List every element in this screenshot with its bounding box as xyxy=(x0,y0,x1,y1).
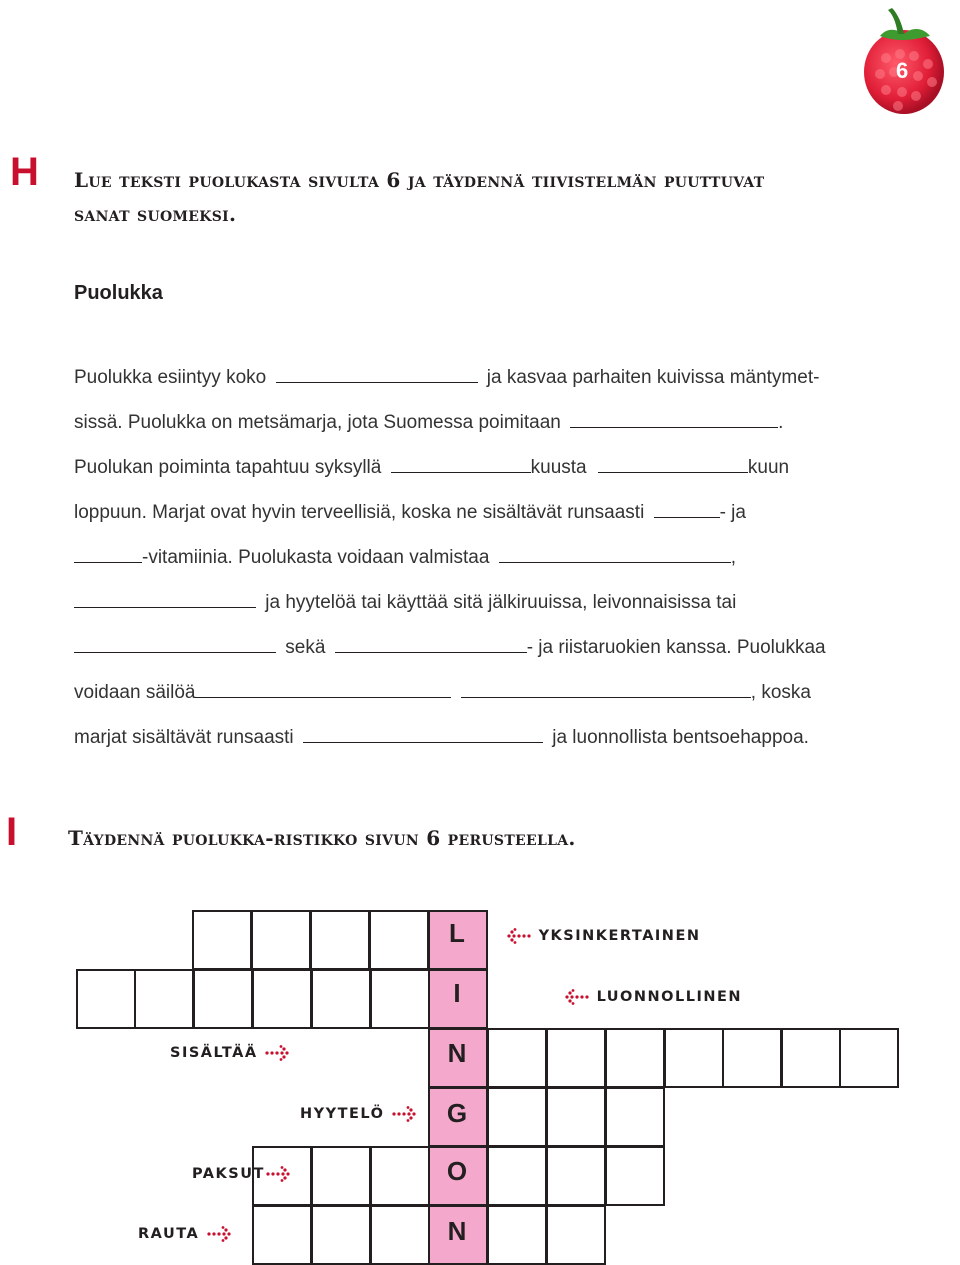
solution-letter: N xyxy=(447,1216,467,1246)
section-letter-i: I xyxy=(6,810,18,854)
crossword-cell[interactable] xyxy=(252,1205,312,1265)
crossword-cell[interactable] xyxy=(605,1087,665,1147)
instruction-i: Täydennä puolukka-ristikko sivun 6 perusteella. xyxy=(68,826,576,850)
crossword-cell[interactable] xyxy=(605,1146,665,1206)
text-line-2: sissä. Puolukka on metsämarja, jota Suomessa poimitaan . xyxy=(74,407,783,434)
crossword-cell[interactable] xyxy=(722,1028,782,1088)
blank-field[interactable] xyxy=(654,497,720,518)
blank-field[interactable] xyxy=(195,677,451,698)
arrow-left-icon xyxy=(562,989,590,1005)
blank-field[interactable] xyxy=(461,677,751,698)
solution-letter: G xyxy=(446,1098,468,1128)
instruction-h-line2: sanat suomeksi. xyxy=(74,202,237,226)
text-title: Puolukka xyxy=(74,282,163,304)
blank-field[interactable] xyxy=(391,452,531,473)
blank-field[interactable] xyxy=(276,362,478,383)
crossword-cell[interactable] xyxy=(311,1146,371,1206)
crossword-cell[interactable] xyxy=(311,1205,371,1265)
crossword-cell[interactable] xyxy=(487,1087,547,1147)
blank-field[interactable] xyxy=(303,722,543,743)
solution-letter: N xyxy=(447,1038,467,1068)
clue-luonnollinen: LUONNOLLINEN xyxy=(562,989,742,1005)
arrow-right-icon xyxy=(265,1166,293,1182)
arrow-right-icon xyxy=(264,1045,292,1061)
text-line-9: marjat sisältävät runsaasti ja luonnollista bentsoehappoa. xyxy=(74,722,809,749)
crossword-cell[interactable] xyxy=(193,969,253,1029)
clue-sisaltaa: SISÄLTÄÄ xyxy=(170,1045,292,1061)
text-line-6: ja hyytelöä tai käyttää sitä jälkiruuissa, leivonnaisissa tai xyxy=(74,587,736,614)
crossword-cell[interactable] xyxy=(664,1028,724,1088)
blank-field[interactable] xyxy=(598,452,748,473)
crossword-cell[interactable] xyxy=(605,1028,665,1088)
blank-field[interactable] xyxy=(499,542,731,563)
crossword-cell[interactable] xyxy=(76,969,136,1029)
crossword-cell[interactable] xyxy=(546,1028,606,1088)
clue-yksinkertainen: YKSINKERTAINEN xyxy=(504,928,700,944)
blank-field[interactable] xyxy=(570,407,778,428)
crossword-cell[interactable] xyxy=(781,1028,841,1088)
crossword-cell[interactable] xyxy=(487,1146,547,1206)
clue-rauta: RAUTA xyxy=(138,1226,234,1242)
solution-letter: I xyxy=(453,978,461,1008)
solution-letter: O xyxy=(446,1156,468,1186)
text-line-4: loppuun. Marjat ovat hyvin terveellisiä, koska ne sisältävät runsaasti - ja xyxy=(74,497,746,524)
section-letter-h: H xyxy=(10,150,39,194)
crossword-cell[interactable] xyxy=(370,969,430,1029)
page-number: 6 xyxy=(896,58,909,83)
crossword-cell[interactable] xyxy=(252,969,312,1029)
crossword-cell[interactable] xyxy=(369,910,429,970)
text-line-5: -vitamiinia. Puolukasta voidaan valmistaa , xyxy=(74,542,736,569)
arrow-left-icon xyxy=(504,928,532,944)
arrow-right-icon xyxy=(391,1106,419,1122)
text-line-8: voidaan säilöä , koska xyxy=(74,677,811,704)
solution-letter: L xyxy=(449,918,465,948)
crossword-cell[interactable] xyxy=(134,969,194,1029)
instruction-h-line1: Lue teksti puolukasta sivulta 6 ja täydennä tiivistelmän puuttuvat xyxy=(74,168,765,192)
clue-hyytelo: HYYTELÖ xyxy=(300,1106,419,1122)
crossword-cell[interactable] xyxy=(546,1146,606,1206)
blank-field[interactable] xyxy=(335,632,527,653)
crossword-cell[interactable] xyxy=(192,910,252,970)
crossword-cell[interactable] xyxy=(310,910,370,970)
crossword-cell[interactable] xyxy=(251,910,311,970)
text-line-3: Puolukan poiminta tapahtuu syksyllä kuusta kuun xyxy=(74,452,789,479)
raspberry-page-badge xyxy=(858,6,950,118)
crossword-cell[interactable] xyxy=(839,1028,899,1088)
crossword-cell[interactable] xyxy=(311,969,371,1029)
crossword-cell[interactable] xyxy=(546,1087,606,1147)
blank-field[interactable] xyxy=(74,542,142,563)
arrow-right-icon xyxy=(206,1226,234,1242)
blank-field[interactable] xyxy=(74,632,276,653)
crossword-cell[interactable] xyxy=(487,1205,547,1265)
text-line-7: sekä - ja riistaruokien kanssa. Puolukkaa xyxy=(74,632,826,659)
text-line-1: Puolukka esiintyy koko ja kasvaa parhaiten kuivissa mäntymet- xyxy=(74,362,819,389)
blank-field[interactable] xyxy=(74,587,256,608)
clue-paksut: PAKSUT xyxy=(192,1166,293,1182)
crossword-cell[interactable] xyxy=(546,1205,606,1265)
crossword-cell[interactable] xyxy=(370,1205,430,1265)
crossword-cell[interactable] xyxy=(487,1028,547,1088)
crossword-cell[interactable] xyxy=(370,1146,430,1206)
